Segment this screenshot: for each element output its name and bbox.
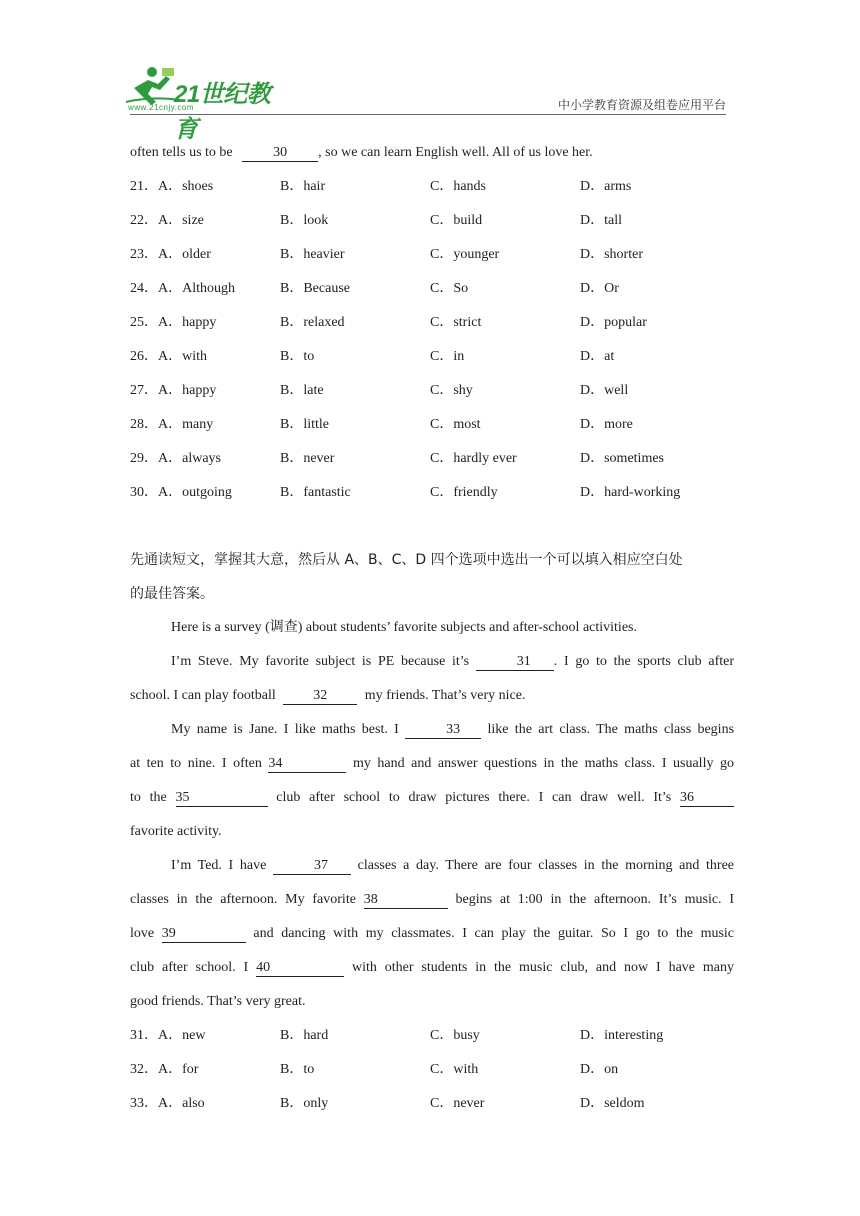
blank-32: 32 [283, 688, 357, 705]
choice-c[interactable]: C．never [430, 1096, 485, 1111]
choice-b[interactable]: B．to [280, 349, 315, 364]
choice-c[interactable]: C．busy [430, 1028, 480, 1043]
blank-33: 33 [405, 722, 481, 739]
blank-39: 39 [162, 926, 246, 943]
choice-c[interactable]: C．with [430, 1062, 479, 1077]
choice-a[interactable]: 23．A．older [130, 247, 211, 262]
running-man-icon [122, 66, 182, 106]
option-row [130, 446, 734, 480]
choice-a[interactable]: 24．A．Although [130, 281, 235, 296]
choice-a[interactable]: 33．A．also [130, 1096, 205, 1111]
choice-d[interactable]: D．hard-working [580, 485, 681, 500]
choice-d[interactable]: D．popular [580, 315, 647, 330]
logo-text: 21世纪教育 [174, 81, 271, 143]
choice-d[interactable]: D．shorter [580, 247, 643, 262]
text: often tells us to be [130, 145, 233, 160]
passage-line: classes in the afternoon. My favorite 38 begins at 1:00 in the afternoon. It’s music. I [130, 892, 735, 907]
passage-line: club after school. I 40 with other students in the music club, and now I have many [130, 960, 734, 975]
blank-38: 38 [364, 892, 448, 909]
passage-line: I’m Steve. My favorite subject is PE because it’s 31 . I go to the sports club after [171, 654, 734, 669]
options-list-31-33 [130, 1023, 734, 1125]
choice-c[interactable]: C．hardly ever [430, 451, 517, 466]
choice-b[interactable]: B．little [280, 417, 329, 432]
choice-a[interactable]: 26．A．with [130, 349, 207, 364]
option-row [130, 242, 734, 276]
choice-b[interactable]: B．hair [280, 179, 326, 194]
choice-a[interactable]: 27．A．happy [130, 383, 217, 398]
choice-a[interactable]: 25．A．happy [130, 315, 217, 330]
choice-d[interactable]: D．seldom [580, 1096, 645, 1111]
choice-c[interactable]: C．So [430, 281, 469, 296]
passage-line: at ten to nine. I often 34 my hand and answer questions in the maths class. I usually go [130, 756, 735, 771]
choice-c[interactable]: C．hands [430, 179, 486, 194]
choice-d[interactable]: D．interesting [580, 1028, 664, 1043]
choice-b[interactable]: B．Because [280, 281, 350, 296]
blank-36: 36 [680, 790, 734, 807]
choice-b[interactable]: B．only [280, 1096, 329, 1111]
option-row [130, 310, 734, 344]
choice-d[interactable]: D．at [580, 349, 615, 364]
choice-c[interactable]: C．shy [430, 383, 473, 398]
choice-d[interactable]: D．more [580, 417, 633, 432]
choice-c[interactable]: C．in [430, 349, 465, 364]
choice-b[interactable]: B．look [280, 213, 329, 228]
blank-30: 30 [242, 145, 318, 162]
logo-url: www.21cnjy.com [128, 103, 194, 112]
choice-d[interactable]: D．arms [580, 179, 632, 194]
platform-name: 中小学教育资源及组卷应用平台 [557, 98, 726, 112]
option-row [130, 412, 734, 446]
passage-line: love 39 and dancing with my classmates. I can play the guitar. So I go to the music [130, 926, 735, 941]
blank-40: 40 [256, 960, 344, 977]
choice-c[interactable]: C．build [430, 213, 483, 228]
choice-c[interactable]: C．most [430, 417, 481, 432]
choice-c[interactable]: C．strict [430, 315, 482, 330]
section-gap [130, 514, 734, 547]
option-row [130, 276, 734, 310]
option-row [130, 480, 734, 514]
text: , so we can learn English well. All of us love her. [318, 145, 593, 160]
passage-line: to the 35 club after school to draw pictures there. I can draw well. It’s 36 [130, 785, 734, 819]
instruction-line-1: 先通读短文，掌握其大意，然后从 A、B、C、D 四个选项中选出一个可以填入相应空白处 [130, 552, 683, 568]
passage-line: I’m Ted. I have 37 classes a day. There are four classes in the morning and three [171, 858, 735, 873]
choice-b[interactable]: B．fantastic [280, 485, 351, 500]
choice-a[interactable]: 32．A．for [130, 1062, 199, 1077]
choice-d[interactable]: D．sometimes [580, 451, 664, 466]
choice-d[interactable]: D．on [580, 1062, 619, 1077]
choice-a[interactable]: 31．A．new [130, 1028, 206, 1043]
passage-line: My name is Jane. I like maths best. I 33 like the art class. The maths class begins [171, 722, 735, 737]
choice-b[interactable]: B．relaxed [280, 315, 345, 330]
choice-c[interactable]: C．younger [430, 247, 500, 262]
blank-37: 37 [273, 858, 351, 875]
option-row [130, 1023, 734, 1057]
header-divider [130, 114, 726, 115]
page-header [122, 66, 726, 143]
site-logo[interactable] [122, 66, 292, 143]
choice-d[interactable]: D．well [580, 383, 629, 398]
options-list-21-30 [130, 174, 734, 514]
option-row [130, 174, 734, 208]
blank-31: 31 [476, 654, 554, 671]
choice-c[interactable]: C．friendly [430, 485, 498, 500]
choice-a[interactable]: 29．A．always [130, 451, 221, 466]
choice-b[interactable]: B．hard [280, 1028, 329, 1043]
option-row [130, 378, 734, 412]
option-row [130, 1091, 734, 1125]
passage-line: good friends. That’s very great. [130, 994, 306, 1009]
choice-b[interactable]: B．heavier [280, 247, 345, 262]
choice-b[interactable]: B．late [280, 383, 324, 398]
option-row [130, 1057, 734, 1091]
choice-a[interactable]: 28．A．many [130, 417, 214, 432]
passage-line: school. I can play football 32 my friends. That’s very nice. [130, 688, 526, 703]
option-row [130, 208, 734, 242]
blank-35: 35 [176, 790, 268, 807]
choice-b[interactable]: B．to [280, 1062, 315, 1077]
choice-d[interactable]: D．Or [580, 281, 619, 296]
passage-line [130, 140, 734, 174]
choice-d[interactable]: D．tall [580, 213, 622, 228]
survey-intro: Here is a survey (调查) about students’ favorite subjects and after-school activities. [171, 620, 637, 635]
document-body [130, 140, 734, 1125]
choice-a[interactable]: 21．A．shoes [130, 179, 214, 194]
option-row [130, 344, 734, 378]
choice-b[interactable]: B．never [280, 451, 335, 466]
blank-34: 34 [268, 756, 346, 773]
choice-a[interactable]: 30．A．outgoing [130, 485, 232, 500]
instruction-line-2: 的最佳答案。 [130, 586, 214, 602]
choice-a[interactable]: 22．A．size [130, 213, 204, 228]
passage-line: favorite activity. [130, 824, 222, 839]
